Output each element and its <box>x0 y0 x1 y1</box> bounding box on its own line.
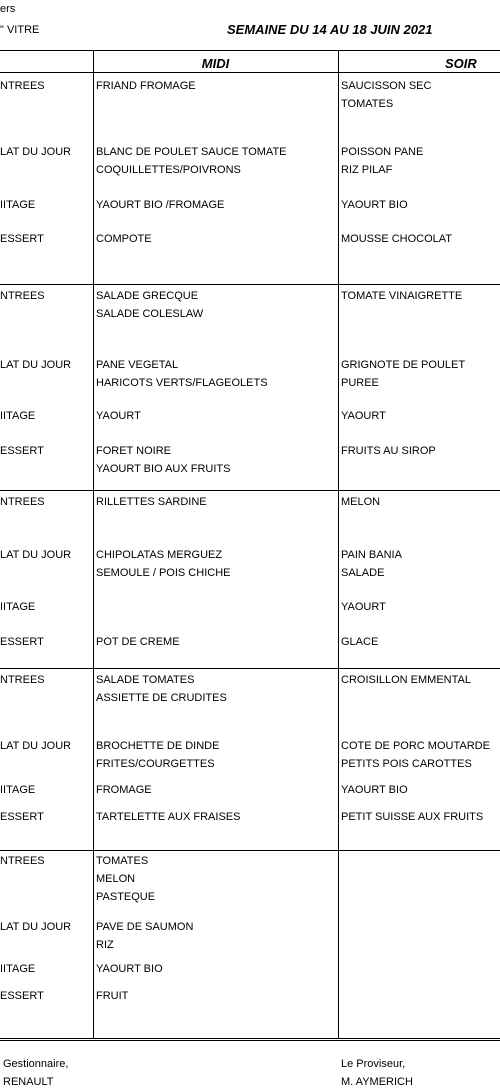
midi-dish: FORET NOIRE <box>96 445 171 457</box>
midi-dish: FROMAGE <box>96 784 152 796</box>
row-label: IITAGE <box>0 199 36 211</box>
soir-dish: YAOURT BIO <box>341 784 408 796</box>
day-separator <box>0 284 500 285</box>
soir-dish: MOUSSE CHOCOLAT <box>341 233 453 245</box>
row-label: ESSERT <box>0 811 44 823</box>
row-label: NTREES <box>0 674 45 686</box>
midi-dish: YAOURT <box>96 410 141 422</box>
midi-dish: BROCHETTE DE DINDE <box>96 740 220 752</box>
midi-dish: BLANC DE POULET SAUCE TOMATE <box>96 146 287 158</box>
midi-dish: YAOURT BIO /FROMAGE <box>96 199 225 211</box>
soir-dish: TOMATES <box>341 98 394 110</box>
header-line-1: ers <box>0 3 16 15</box>
midi-dish: YAOURT BIO <box>96 963 163 975</box>
footer-gestionnaire-role: Gestionnaire, <box>3 1058 69 1070</box>
row-label: IITAGE <box>0 410 36 422</box>
soir-dish: GRIGNOTE DE POULET <box>341 359 466 371</box>
soir-dish: YAOURT <box>341 601 386 613</box>
row-label: ESSERT <box>0 990 44 1002</box>
day-separator <box>0 850 500 851</box>
midi-dish: HARICOTS VERTS/FLAGEOLETS <box>96 377 268 389</box>
day-separator <box>0 668 500 669</box>
midi-dish: SEMOULE / POIS CHICHE <box>96 567 231 579</box>
footer-gestionnaire-name: RENAULT <box>3 1076 54 1088</box>
row-label: IITAGE <box>0 784 36 796</box>
soir-dish: RIZ PILAF <box>341 164 393 176</box>
column-divider-label-midi <box>93 50 94 1038</box>
soir-dish: MELON <box>341 496 381 508</box>
midi-dish: POT DE CREME <box>96 636 180 648</box>
midi-dish: PAVE DE SAUMON <box>96 921 194 933</box>
soir-dish: YAOURT <box>341 410 386 422</box>
midi-dish: SALADE TOMATES <box>96 674 195 686</box>
soir-dish: SALADE <box>341 567 385 579</box>
soir-dish: FRUITS AU SIROP <box>341 445 436 457</box>
day-separator <box>0 490 500 491</box>
soir-dish: POISSON PANE <box>341 146 424 158</box>
row-label: ESSERT <box>0 233 44 245</box>
row-label: LAT DU JOUR <box>0 740 72 752</box>
soir-dish: TOMATE VINAIGRETTE <box>341 290 463 302</box>
row-label: LAT DU JOUR <box>0 359 72 371</box>
soir-dish: PETIT SUISSE AUX FRUITS <box>341 811 484 823</box>
row-label: NTREES <box>0 855 45 867</box>
midi-dish: SALADE COLESLAW <box>96 308 204 320</box>
midi-dish: CHIPOLATAS MERGUEZ <box>96 549 223 561</box>
week-title: SEMAINE DU 14 AU 18 JUIN 2021 <box>227 22 433 37</box>
row-label: LAT DU JOUR <box>0 549 72 561</box>
midi-dish: PASTEQUE <box>96 891 156 903</box>
midi-dish: FRIAND FROMAGE <box>96 80 196 92</box>
midi-dish: RIZ <box>96 939 114 951</box>
midi-dish: SALADE GRECQUE <box>96 290 199 302</box>
midi-dish: YAOURT BIO AUX FRUITS <box>96 463 231 475</box>
midi-dish: TOMATES <box>96 855 149 867</box>
row-label: LAT DU JOUR <box>0 921 72 933</box>
soir-dish: COTE DE PORC MOUTARDE <box>341 740 490 752</box>
footer-proviseur-role: Le Proviseur, <box>341 1058 406 1070</box>
day-separator <box>0 1038 500 1039</box>
midi-dish: PANE VEGETAL <box>96 359 179 371</box>
soir-dish: PETITS POIS CAROTTES <box>341 758 472 770</box>
row-label: NTREES <box>0 80 45 92</box>
soir-dish: CROISILLON EMMENTAL <box>341 674 471 686</box>
row-label: LAT DU JOUR <box>0 146 72 158</box>
row-label: IITAGE <box>0 963 36 975</box>
midi-dish: RILLETTES SARDINE <box>96 496 207 508</box>
soir-dish: PUREE <box>341 377 379 389</box>
midi-dish: TARTELETTE AUX FRAISES <box>96 811 241 823</box>
row-label: ESSERT <box>0 636 44 648</box>
column-header-midi: MIDI <box>201 56 230 71</box>
soir-dish: YAOURT BIO <box>341 199 408 211</box>
soir-dish: PAIN BANIA <box>341 549 402 561</box>
row-label: IITAGE <box>0 601 36 613</box>
soir-dish: GLACE <box>341 636 379 648</box>
table-top-border <box>0 50 500 51</box>
row-label: NTREES <box>0 290 45 302</box>
footer-proviseur-name: M. AYMERICH <box>341 1076 413 1088</box>
header-line-2: " VITRE <box>0 24 40 36</box>
midi-dish: COMPOTE <box>96 233 152 245</box>
column-header-soir: SOIR <box>445 56 477 71</box>
table-bottom-double-border <box>0 1040 500 1041</box>
soir-dish: SAUCISSON SEC <box>341 80 432 92</box>
row-label: NTREES <box>0 496 45 508</box>
midi-dish: COQUILLETTES/POIVRONS <box>96 164 241 176</box>
midi-dish: FRITES/COURGETTES <box>96 758 215 770</box>
midi-dish: MELON <box>96 873 136 885</box>
midi-dish: ASSIETTE DE CRUDITES <box>96 692 227 704</box>
header-bottom-border <box>0 72 500 73</box>
column-divider-midi-soir <box>338 50 339 1038</box>
row-label: ESSERT <box>0 445 44 457</box>
midi-dish: FRUIT <box>96 990 129 1002</box>
